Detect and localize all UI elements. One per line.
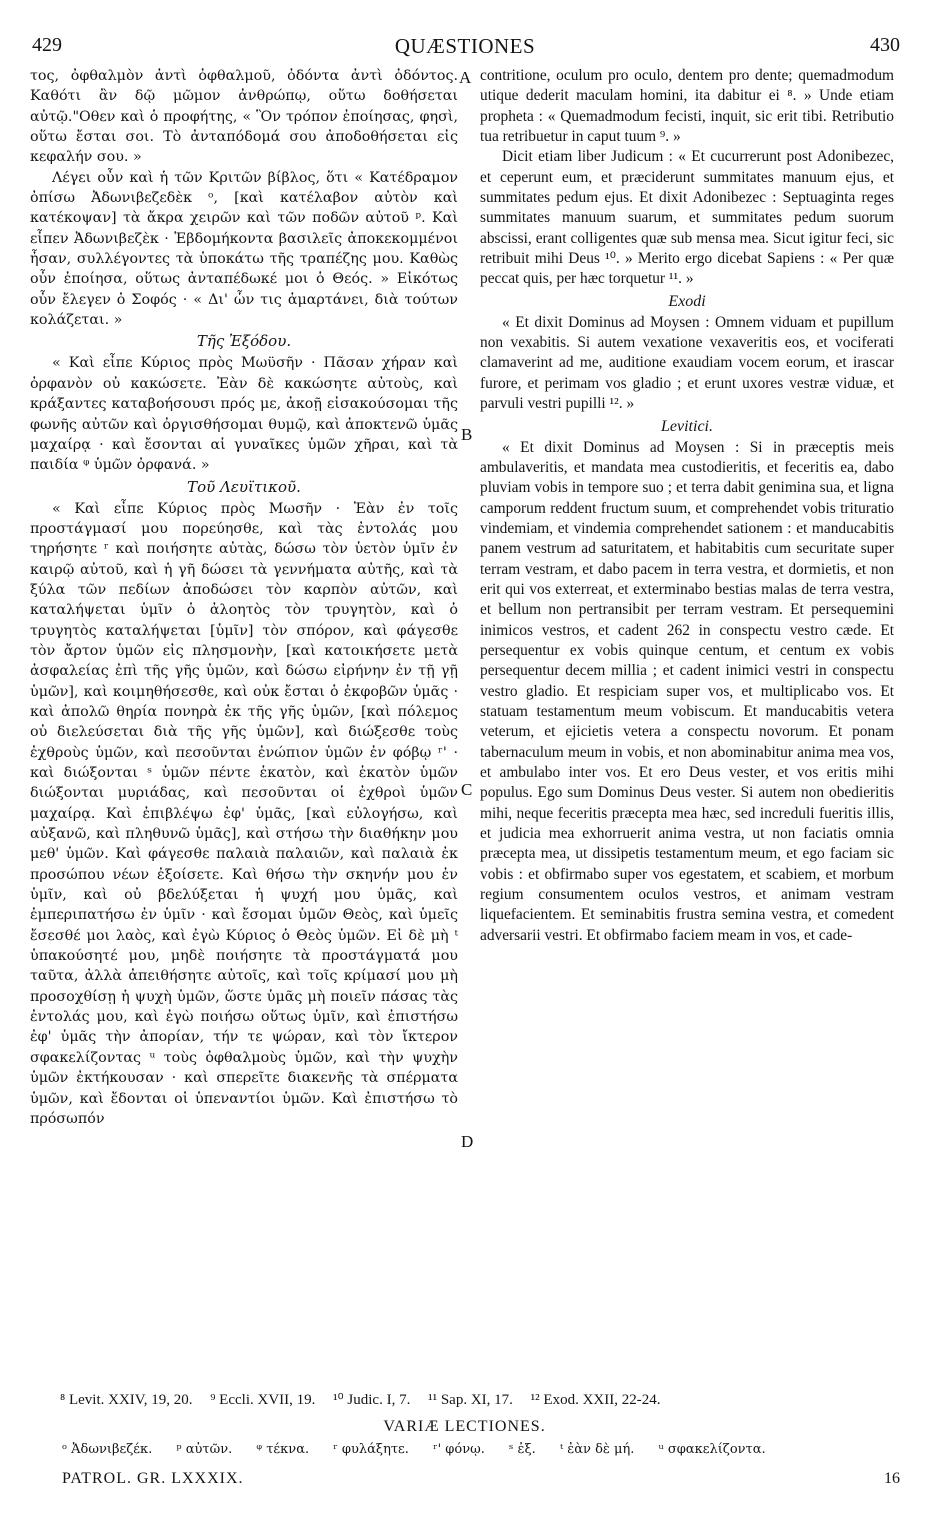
page-footer <box>62 1470 900 1492</box>
latin-paragraph-3: « Et dixit Dominus ad Moysen : Omnem viduam et pupillum non vexabitis. Si autem vexatione vexaveritis eos, et vociferati clamaverint ad me, auditione exaudiam vocem eorum, et irascar furore, et perimam vos gladio ; et erunt uxores vestræ viduæ, et parvuli vestri pupilli ¹². » <box>480 313 894 413</box>
latin-paragraph-2: Dicit etiam liber Judicum : « Et cucurrerunt post Adonibezec, et ceperunt eum, et præciderunt summitates manuum ejus, et summitates pedum ejus. Et dixit Adonibezec : Septuaginta reges summitates manuum suarum, et summitates pedum suorum abscissi, erant colligentes quæ sub mensa mea. Sicut igitur feci, sic retribuit mihi Deus ¹⁰. » Merito ergo dicebat Sapiens : « Per quæ peccat quis, per hæc torquetur ¹¹. » <box>480 148 894 288</box>
greek-section-title-exodus: Τῆς Ἐξόδου. <box>196 332 292 351</box>
footnote: ⁸ Levit. XXIV, 19, 20. <box>60 1392 193 1408</box>
greek-paragraph-1: τος, ὀφθαλμὸν ἀντὶ ὀφθαλμοῦ, ὀδόντα ἀντὶ ὀδόντος. Καθότι ἂν δῷ μῶμον ἀνθρώπῳ, οὕτω δοθήσεται αὐτῷ."Οθεν καὶ ὁ προφήτης, « Ὃν τρόπον ἐποίησας, φησὶ, οὕτω ἔσται σοι. Τὸ ἀνταπόδομά σου ἀποδοθήσεται εἰς κεφαλήν σου. » <box>30 68 458 166</box>
page-number-right: 430 <box>870 34 900 56</box>
running-title: QUÆSTIONES <box>394 34 536 58</box>
variant-reading: ᵒ Ἀδωνιβεζέκ. <box>62 1442 153 1457</box>
greek-column <box>30 66 458 1129</box>
latin-paragraph-1: contritione, oculum pro oculo, dentem pro dente; quemadmodum utique dederit maculam homini, ita dabitur ei ⁸. » Unde etiam propheta : « Quemadmodum fecisti, inquit, sic erit tibi. Retributio tua retribuetur in caput tuum ⁹. » <box>480 67 894 146</box>
variae-lectiones <box>62 1442 902 1457</box>
footnote: ⁹ Eccli. XVII, 19. <box>210 1392 316 1408</box>
margin-letter-c: C <box>461 780 473 799</box>
greek-paragraph-4: « Καὶ εἶπε Κύριος πρὸς Μωσῆν · Ἐὰν ἐν τοῖς προστάγμασί μου πορεύησθε, καὶ τὰς ἐντολάς μου τηρήσητε ʳ καὶ ποιήσητε αὐτὰς, δώσω τὸν ὑετὸν ὑμῖν ἐν καιρῷ αὐτοῦ, καὶ ἡ γῆ δώσει τὰ γεννήματα αὐτῆς, καὶ τὰ ξύλα τῶν πεδίων ἀποδώσει τὸν καρπὸν αὐτῶν, καὶ καταλήψεται ὑμῖν ὁ ἀλοητὸς τὸν τρυγητὸν, καὶ ὁ τρυγητὸς καταλήψεται [ὑμῖν] τὸν σπόρον, καὶ φάγεσθε τὸν ἄρτον ὑμῶν εἰς πλησμονὴν, [καὶ κατοικήσετε μετὰ ἀσφαλείας ἐπὶ τῆς γῆς ὑμῶν, καὶ δώσω εἰρήνην ἐν τῇ γῇ ὑμῶν], καὶ κοιμηθήσεσθε, καὶ οὐκ ἔσται ὁ ἐκφοβῶν ὑμᾶς · καὶ ἀπολῶ θηρία πονηρὰ ἐκ τῆς γῆς ὑμῶν, [καὶ πόλεμος οὐ διελεύσεται διὰ τῆς γῆς ὑμῶν], καὶ διώξεσθε τοὺς ἐχθροὺς ὑμῶν, καὶ πεσοῦνται ἐνώπιον ὑμῶν ἐν φόβῳ ʳ' · καὶ διώξονται ˢ ὑμῶν πέντε ἑκατὸν, καὶ ἑκατὸν ὑμῶν διώξονται μυριάδας, καὶ πεσοῦνται οἱ ἐχθροὶ ὑμῶν μαχαίρᾳ. Καὶ ἐπιβλέψω ἐφ' ὑμᾶς, [καὶ εὐλογήσω, καὶ αὐξανῶ, καὶ πληθυνῶ ὑμᾶς], καὶ στήσω τὴν διαθήκην μου μεθ' ὑμῶν. Καὶ φάγεσθε παλαιὰ παλαιῶν, καὶ παλαιὰ ἐκ προσώπου νέων ἐξοίσετε. Καὶ θήσω τὴν σκηνήν μου ἐν ὑμῖν, καὶ οὐ βδελύξεται ἡ ψυχή μου ὑμᾶς, καὶ ἐμπεριπατήσω ἐν ὑμῖν · καὶ ἔσομαι ὑμῶν Θεὸς, καὶ ὑμεῖς ἔσεσθέ μοι λαὸς, καὶ ἐγὼ Κύριος ὁ Θεὸς ὑμῶν. Εἰ δὲ μὴ ᵗ ὑπακούσητέ μου, μηδὲ ποιήσητε τὰ προστάγματά μου ταῦτα, ἀλλὰ ἀπειθήσητε αὐτοῖς, καὶ τοῖς κρίμασί μου μὴ προσοχθίσῃ ἡ ψυχὴ ὑμῶν, ὥστε ὑμᾶς μὴ ποιεῖν πάσας τὰς ἐντολάς μου, καὶ ἐγὼ ποιήσω οὕτως ὑμῖν, καὶ ἐπιστήσω ἐφ' ὑμᾶς τὴν ἀπορίαν, τήν τε ψώραν, καὶ τὸν ἴκτερον σφακελίζοντας ᵘ τοὺς ὀφθαλμοὺς ὑμῶν, καὶ τὴν ψυχὴν ὑμῶν ἐκτήκουσαν · καὶ σπερεῖτε διακενῆς τὰ σπέρματα ὑμῶν, καὶ ἔδονται οἱ ὑπεναντίοι ὑμῶν. Καὶ ἐπιστήσω τὸ πρόσωπόν <box>30 500 458 1127</box>
margin-letter-a: A <box>459 68 472 87</box>
latin-section-title-leviticus: Levitici. <box>661 417 713 435</box>
greek-paragraph-2: Λέγει οὖν καὶ ἡ τῶν Κριτῶν βίβλος, ὅτι « Κατέδραμον ὀπίσω Ἀδωνιβεζεδὲκ ᵒ, [καὶ κατέλαβον αὐτὸν καὶ κατέκοψαν] τὰ ἄκρα χειρῶν καὶ τῶν ποδῶν αὐτοῦ ᵖ. Καὶ εἶπεν Ἀδωνιβεζὲκ · Ἑβδομήκοντα βασιλεῖς ἀποκεκομμένοι ἦσαν, συλλέγοντες τὰ ὑποκάτω τῆς τραπέζης μου. Καθὼς οὖν ἐποίησα, οὕτως ἀνταπέδωκέ μοι ὁ Θεός. » Εἰκότως οὖν ἔλεγεν ὁ Σοφός · « Δι' ὧν τις ἁμαρτάνει, διὰ τούτων κολάζεται. » <box>30 169 458 329</box>
variant-reading: ˢ ἐξ. <box>509 1442 536 1457</box>
signature-mark: PATROL. GR. LXXXIX. <box>62 1470 244 1487</box>
variant-reading: ᵖ αὐτῶν. <box>176 1442 233 1457</box>
gathering-number: 16 <box>884 1470 900 1487</box>
footnote: ¹⁰ Judic. I, 7. <box>333 1392 411 1408</box>
variant-reading: ʳ' φόνῳ. <box>433 1442 485 1457</box>
page-header <box>30 34 900 60</box>
footnote: ¹¹ Sap. XI, 17. <box>428 1392 513 1408</box>
footnotes <box>60 1390 900 1409</box>
margin-letter-b: B <box>461 425 473 444</box>
variant-reading: ᵠ τέκνα. <box>256 1442 310 1457</box>
margin-letter-d: D <box>461 1132 474 1151</box>
page-number-left: 429 <box>32 34 62 56</box>
latin-paragraph-4: « Et dixit Dominus ad Moysen : Si in præceptis meis ambulaveritis, et mandata mea custodieritis, et feceritis ea, dabo pluviam vobis in tempore suo ; et terra dabit genimina sua, et ligna camporum reddent fructum suum, et comprehendet vobis trituratio vindemiam, et vindemia comprehendet sationem : et manducabitis panem vestrum ad saturitatem, et habitabitis cum securitate super terram vestram, et dabo pacem in terra vestra, et dormietis, et non erit qui vos exterreat, et exterminabo bestias malas de terra vestra, et bellum non pertransibit per terram vestram. Et persequemini inimicos vestros, et cadent 262 in conspectu vestro cæde. Et persequentur ex vobis quinque centum, et centum ex vobis persequentur decem millia ; et cadent inimici vestri in conspectu vestro gladio. Et respiciam super vos, et multiplicabo vos. Et statuam testamentum meum vobiscum. Et manducabitis vetera veterum, et ejicietis vetera a conspectu novorum. Et ponam tabernaculum meum in vobis, et non abominabitur anima mea vos, et ambulabo inter vos. Et ero Deus vester, et vos eritis mihi populus. Ego sum Dominus Deus vester. Si autem non obedieritis mihi, neque feceritis præcepta mea hæc, sed increduli fueritis illis, et judicia mea exhorruerit anima vestra, ut non faciatis omnia præcepta mea, ut dissipetis testamentum meum, et ego faciam sic vobis : et obfirmabo super vos egestatem, et scabiem, et morbum regium consumentem oculos vestros, et animam vestram liquefacientem. Et seminabitis frustra semina vestra, et comedent adversarii vestri. Et obfirmabo faciem meam in vos, et cade- <box>480 438 894 944</box>
variant-reading: ᵗ ἐὰν δὲ μή. <box>559 1442 635 1457</box>
variae-lectiones-title: VARIÆ LECTIONES. <box>383 1418 546 1435</box>
greek-paragraph-3: « Καὶ εἶπε Κύριος πρὸς Μωϋσῆν · Πᾶσαν χήραν καὶ ὀρφανὸν οὐ κακώσετε. Ἐὰν δὲ κακώσητε αὐτοὺς, καὶ κράξαντες καταβοήσουσι πρός με, ἀκοῇ εἰσακούσομαι τῆς φωνῆς αὐτῶν καὶ ὀργισθήσομαι θυμῷ, καὶ ἀποκτενῶ ὑμᾶς μαχαίρᾳ · καὶ ἔσονται αἱ γυναῖκες ὑμῶν χῆραι, καὶ τὰ παιδία ᵠ ὑμῶν ὀρφανά. » <box>30 355 458 474</box>
variant-reading: ʳ φυλάξητε. <box>333 1442 409 1457</box>
latin-column <box>480 66 894 946</box>
variant-reading: ᵘ σφακελίζοντα. <box>658 1442 766 1457</box>
latin-section-title-exodus: Exodi <box>668 292 706 310</box>
greek-section-title-leviticus: Τοῦ Λευϊτικοῦ. <box>187 477 301 496</box>
footnote: ¹² Exod. XXII, 22-24. <box>530 1392 661 1408</box>
